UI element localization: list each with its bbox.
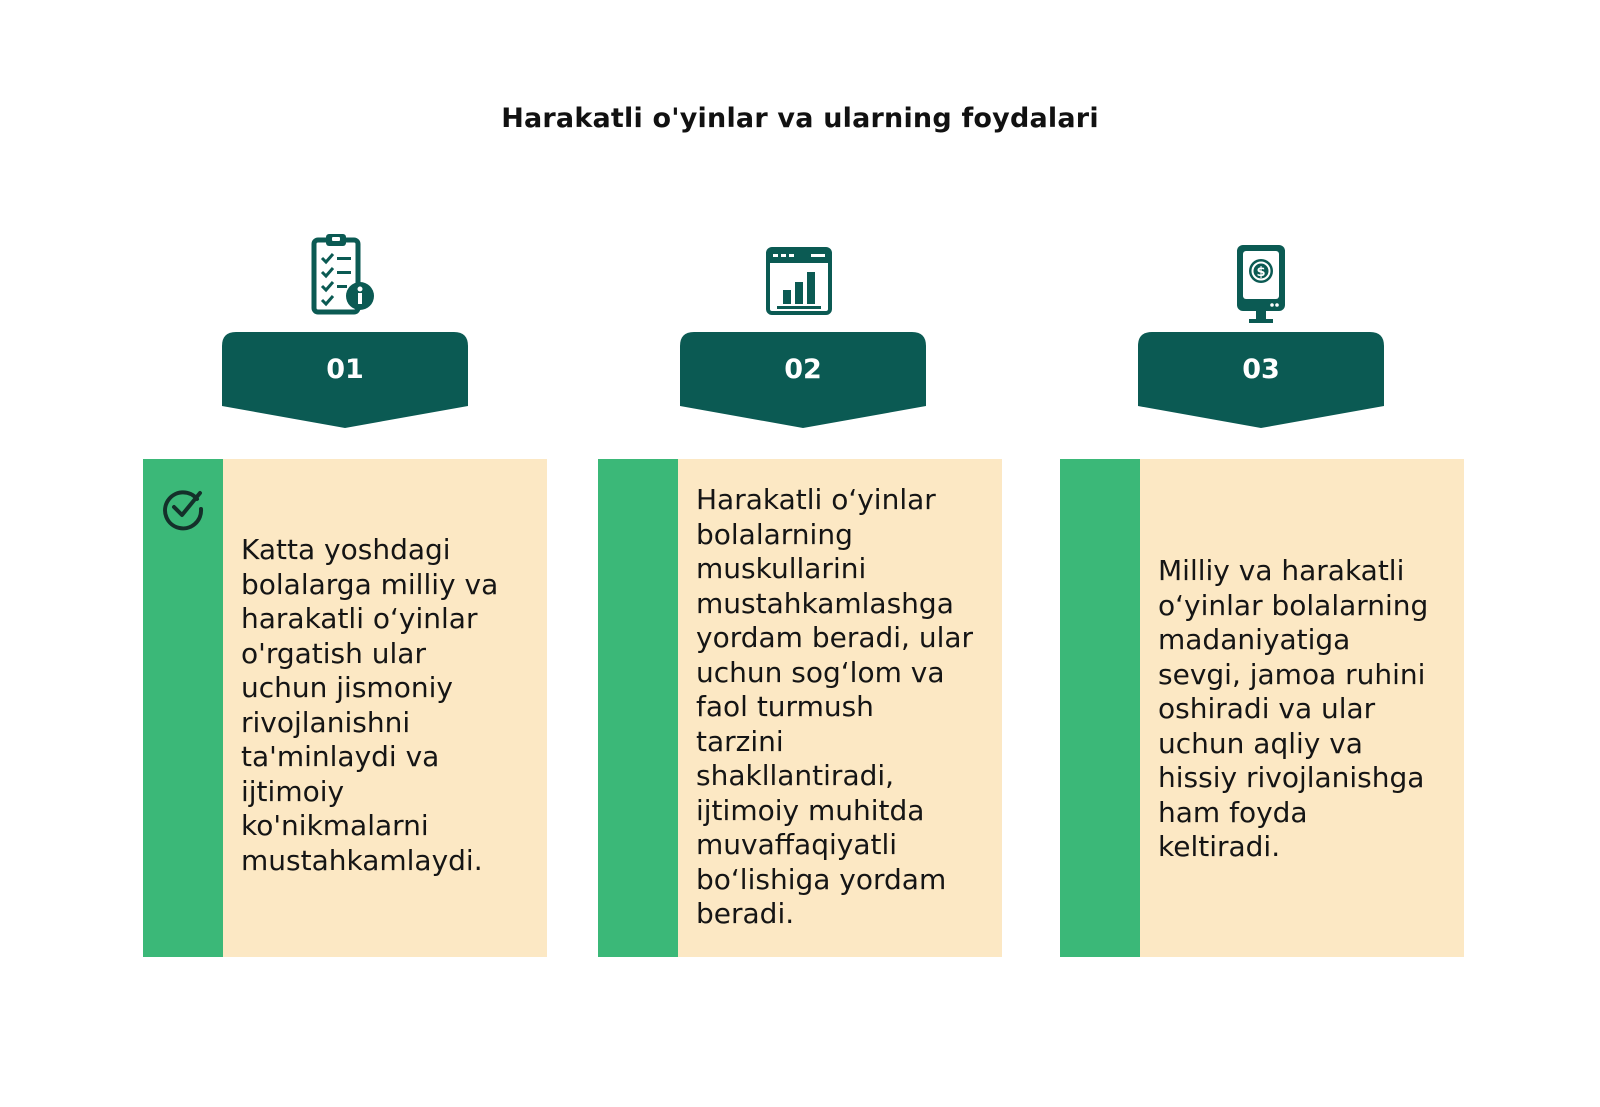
step-badge-02 (680, 332, 926, 428)
svg-text:$: $ (1256, 265, 1266, 280)
check-circle-icon (161, 483, 205, 533)
browser-bar-chart-icon (759, 240, 839, 330)
step-number: 01 (326, 354, 364, 385)
step-card-03 (1060, 459, 1464, 957)
step-card-02 (598, 459, 1002, 957)
step-badge-03 (1138, 332, 1384, 428)
step-number: 02 (784, 354, 822, 385)
step-badge-01 (222, 332, 468, 428)
card-text: Harakatli o‘yinlar bolalarning muskullarini mustahkamlashga yordam beradi, ular uchun sog‘lom va faol turmush tarzini shakllantiradi, ijtimoiy muhitda muvaffaqiyatli bo‘lishiga yordam beradi. (696, 483, 974, 930)
card-accent-bar (598, 459, 678, 957)
step-card-01 (143, 459, 547, 957)
card-text: Katta yoshdagi bolalarga milliy va harakatli o‘yinlar o'rgatish ular uchun jismoniy rivojlanishni ta'minlaydi va ijtimoiy ko'nikmalarni mustahkamlaydi. (241, 533, 499, 877)
card-accent-bar (143, 459, 223, 957)
card-text: Milliy va harakatli o‘yinlar bolalarning madaniyatiga sevgi, jamoa ruhini oshiradi va ular uchun aqliy va hissiy rivojlanishga ham foyda keltiradi. (1158, 554, 1429, 863)
card-accent-bar (1060, 459, 1140, 957)
step-number: 03 (1242, 354, 1280, 385)
dollar-kiosk-icon (1222, 240, 1302, 330)
page-title: Harakatli o'yinlar va ularning foydalari (501, 103, 1099, 134)
clipboard-checklist-info-icon (302, 230, 382, 320)
